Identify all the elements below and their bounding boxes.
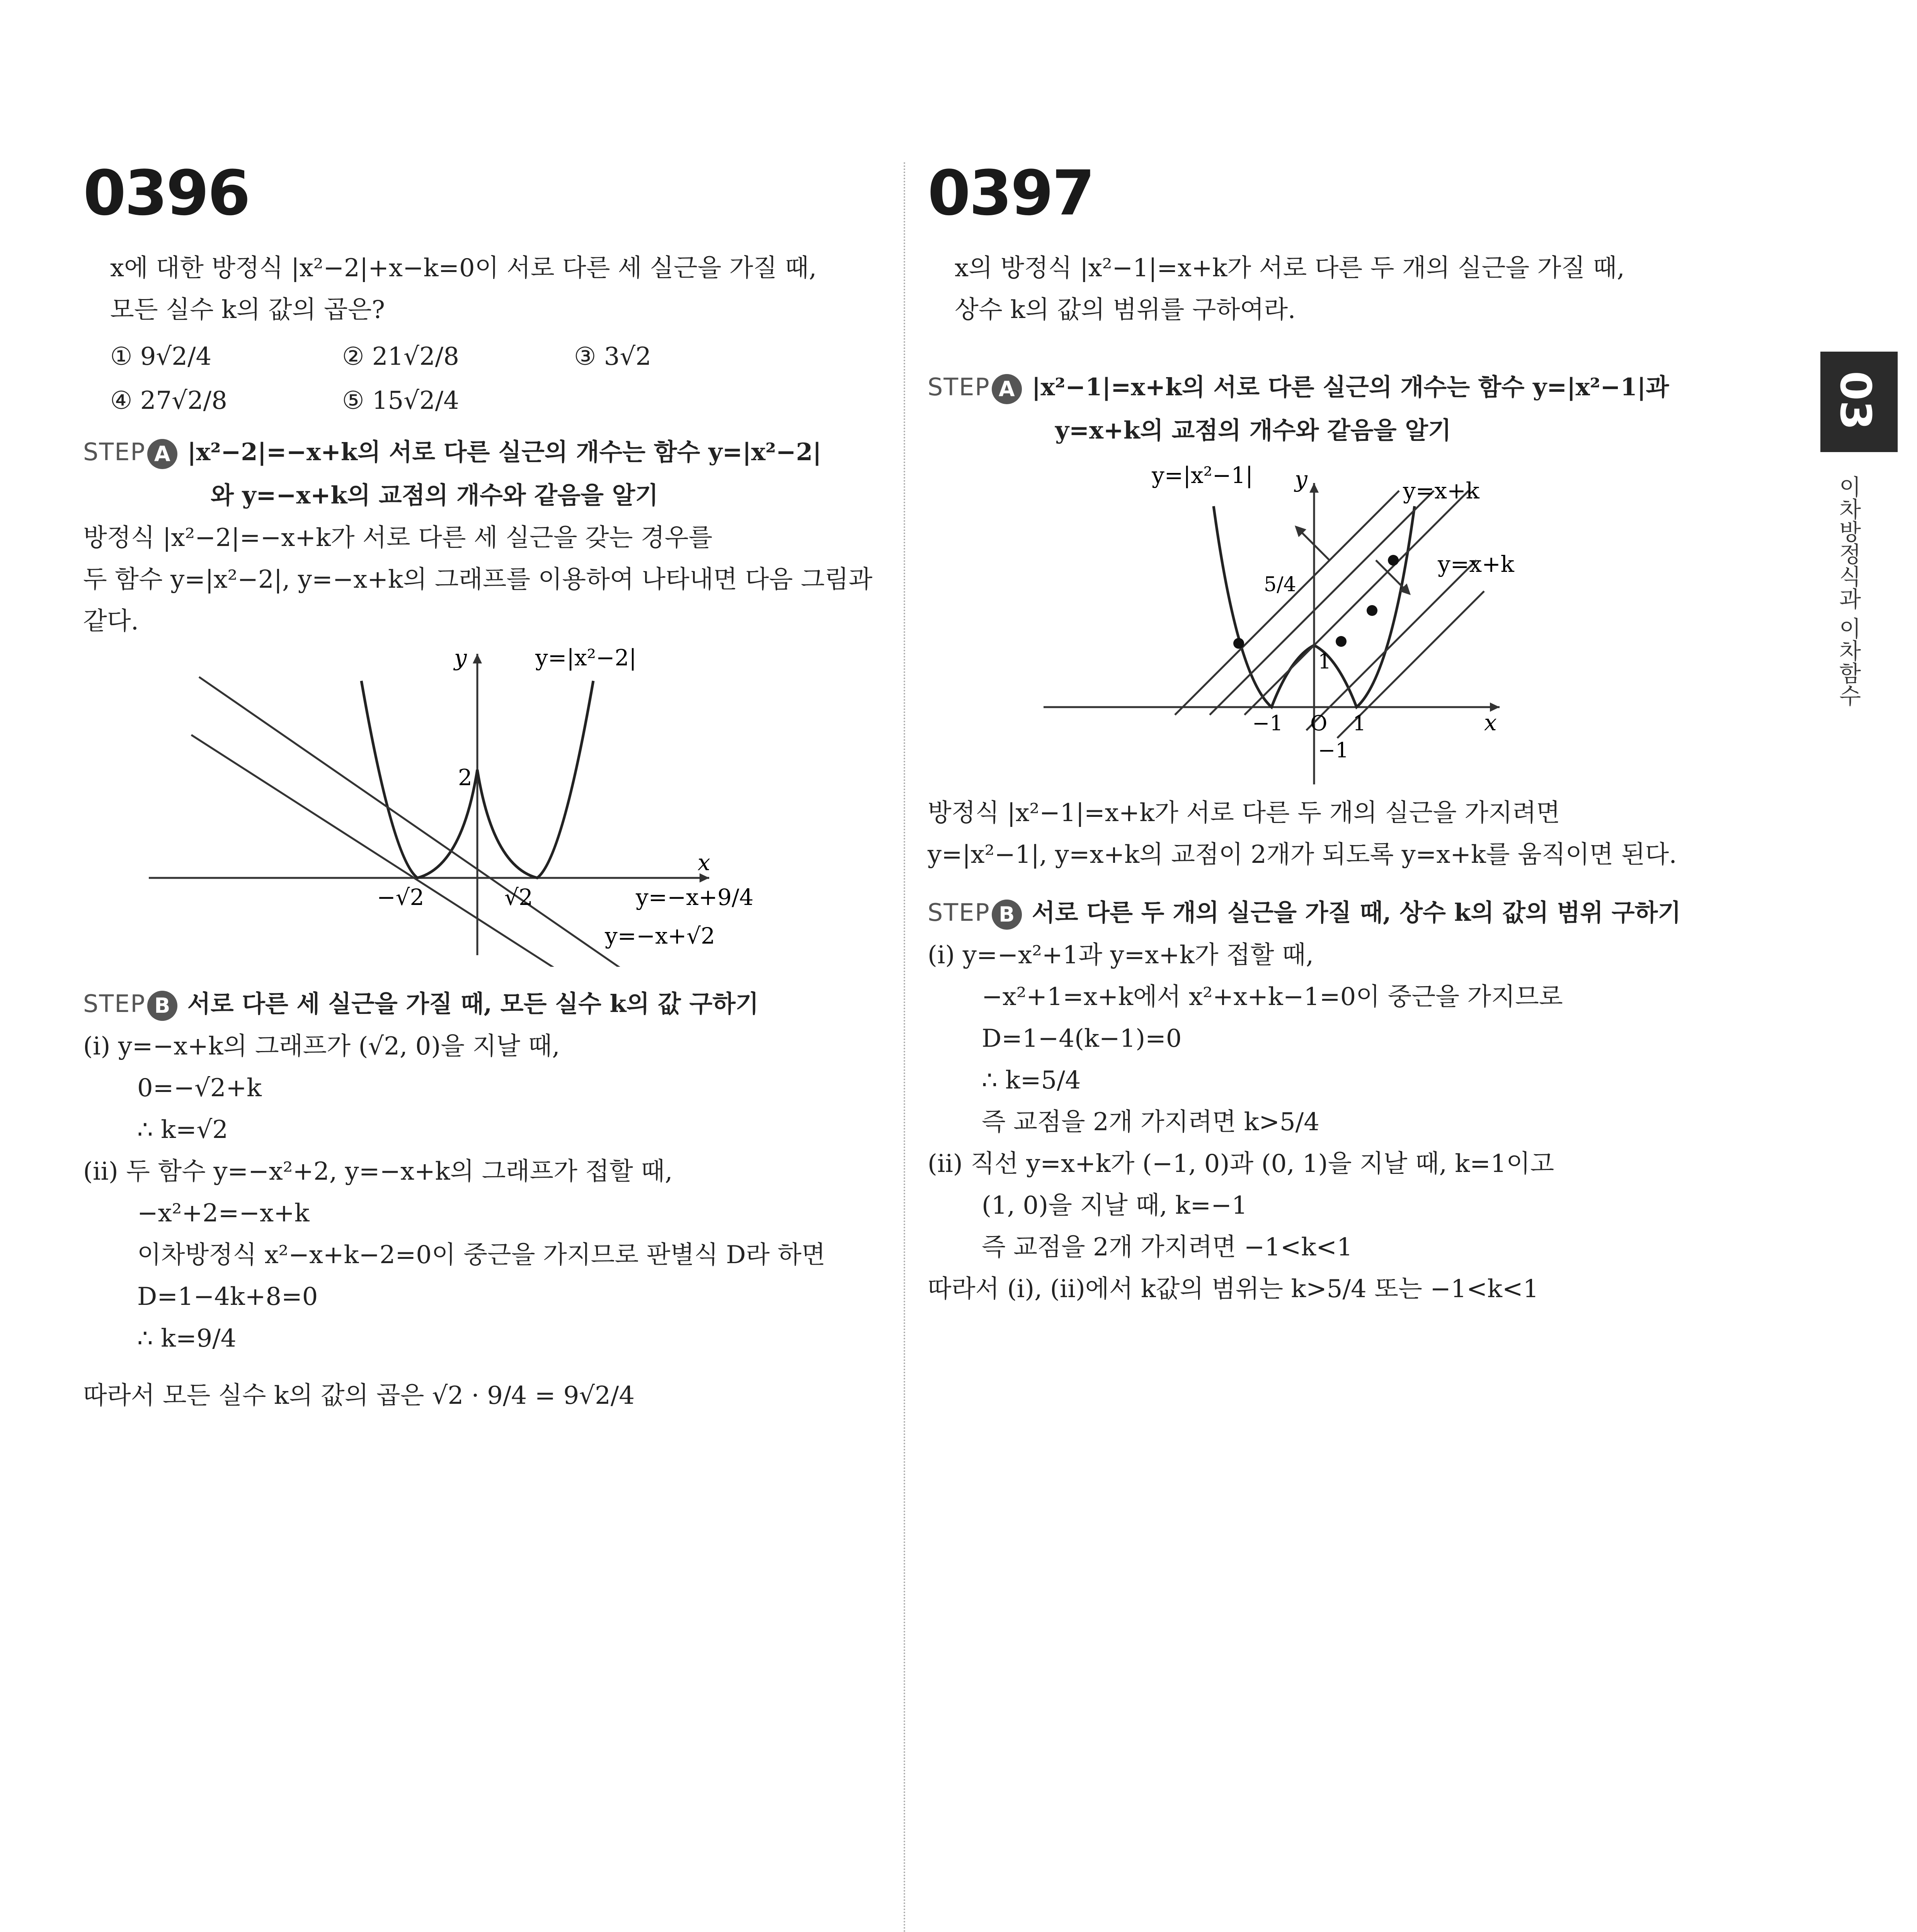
step-a-heading-cont: 와 y=−x+k의 교점의 개수와 같음을 알기 xyxy=(211,481,659,509)
conclusion: 따라서 (ⅰ), (ⅱ)에서 k값의 범위는 k>5/4 또는 −1<k<1 xyxy=(928,1275,1539,1303)
step-title: |x²−2|=−x+k의 서로 다른 실근의 개수는 함수 y=|x²−2| xyxy=(187,438,822,466)
solution-line: ∴ k=√2 xyxy=(137,1116,228,1144)
step-badge: A xyxy=(147,439,177,469)
problem-number: 0397 xyxy=(928,157,1094,229)
solution-line: ∴ k=9/4 xyxy=(137,1324,237,1353)
solution-line: 즉 교점을 2개 가지려면 −1<k<1 xyxy=(982,1233,1353,1262)
intersection-point xyxy=(1367,605,1377,616)
neg-one-y-label: −1 xyxy=(1318,738,1349,762)
explanation-line: 같다. xyxy=(83,607,139,636)
solution-line: 이차방정식 x²−x+k−2=0이 중근을 가지므로 판별식 D라 하면 xyxy=(137,1241,826,1269)
explanation-line: y=|x²−1|, y=x+k의 교점이 2개가 되도록 y=x+k를 움직이면 된다. xyxy=(928,840,1677,869)
origin-label: O xyxy=(1310,711,1328,735)
step-b-heading xyxy=(928,891,1701,934)
curve-label: y=|x²−1| xyxy=(1152,462,1253,488)
line1-label: y=−x+9/4 xyxy=(636,884,754,910)
solution-line: ∴ k=5/4 xyxy=(982,1066,1081,1095)
step-label: STEP xyxy=(83,990,146,1018)
choice-2[interactable]: ② 21√2/8 xyxy=(342,342,459,371)
solution-line: (ⅰ) y=−x²+1과 y=x+k가 접할 때, xyxy=(928,941,1314,969)
question-line-1: x의 방정식 |x²−1|=x+k가 서로 다른 두 개의 실근을 가질 때, xyxy=(955,254,1625,282)
explanation-line: 두 함수 y=|x²−2|, y=−x+k의 그래프를 이용하여 나타내면 다음 그림과 xyxy=(83,565,873,594)
line-k2 xyxy=(1210,491,1434,715)
choice-1[interactable]: ① 9√2/4 xyxy=(110,342,212,371)
step-label: STEP xyxy=(928,373,990,401)
y-label: y xyxy=(454,645,467,671)
solution-line: D=1−4(k−1)=0 xyxy=(982,1024,1182,1053)
line-mid-label: y=x+k xyxy=(1438,551,1514,577)
solution-line: (1, 0)을 지날 때, k=−1 xyxy=(982,1191,1248,1220)
solution-line: 0=−√2+k xyxy=(137,1074,262,1102)
neg-root-label: −√2 xyxy=(377,884,424,910)
curve-label: y=|x²−2| xyxy=(535,645,637,671)
step-title: 서로 다른 두 개의 실근을 가질 때, 상수 k의 값의 범위 구하기 xyxy=(1032,898,1681,927)
line2-label: y=−x+√2 xyxy=(605,923,715,949)
one-label: 1 xyxy=(1318,649,1331,673)
step-badge: A xyxy=(992,374,1022,404)
line-top-label: y=x+k xyxy=(1403,478,1479,504)
x-label: x xyxy=(698,849,710,876)
y-arrow-icon xyxy=(473,654,482,663)
pos-root-label: √2 xyxy=(504,884,533,910)
line-k1 xyxy=(1175,491,1399,715)
step-label: STEP xyxy=(83,438,146,466)
question-line-2: 모든 실수 k의 값의 곱은? xyxy=(110,296,385,324)
graph-0396 xyxy=(83,642,817,967)
line-k-9-4 xyxy=(199,677,624,967)
y-label: y xyxy=(1295,466,1308,492)
one-x-label: 1 xyxy=(1353,711,1366,735)
step-a-heading xyxy=(928,366,1701,409)
step-badge: B xyxy=(147,991,177,1021)
intersection-point xyxy=(1233,638,1244,649)
step-a-heading-cont: y=x+k의 교점의 개수와 같음을 알기 xyxy=(1055,416,1451,444)
solution-line: −x²+2=−x+k xyxy=(137,1199,310,1228)
step-badge: B xyxy=(992,900,1022,930)
step-a-heading xyxy=(83,430,856,474)
problem-0397 xyxy=(928,157,1701,1310)
problem-number: 0396 xyxy=(83,157,249,229)
solution-line: −x²+1=x+k에서 x²+x+k−1=0이 중근을 가지므로 xyxy=(982,983,1563,1011)
x-label: x xyxy=(1484,709,1497,736)
explanation-line: 방정식 |x²−2|=−x+k가 서로 다른 세 실근을 갖는 경우를 xyxy=(83,524,713,552)
choice-4[interactable]: ④ 27√2/8 xyxy=(110,386,227,415)
chapter-number: 03 xyxy=(1831,371,1880,430)
step-label: STEP xyxy=(928,898,990,927)
five-fourths-label: 5/4 xyxy=(1264,573,1296,596)
solution-line: D=1−4k+8=0 xyxy=(137,1282,318,1311)
question-line-2: 상수 k의 값의 범위를 구하여라. xyxy=(955,296,1296,324)
y-arrow-icon xyxy=(1309,483,1319,493)
column-divider xyxy=(904,162,905,1932)
intersection-point xyxy=(1388,555,1399,566)
solution-line: (ⅱ) 직선 y=x+k가 (−1, 0)과 (0, 1)을 지날 때, k=1이고 xyxy=(928,1150,1554,1178)
intersection-point xyxy=(1336,636,1347,647)
solution-line: (ⅱ) 두 함수 y=−x²+2, y=−x+k의 그래프가 접할 때, xyxy=(83,1157,673,1186)
step-title: |x²−1|=x+k의 서로 다른 실근의 개수는 함수 y=|x²−1|과 xyxy=(1032,373,1669,401)
explanation-line: 방정식 |x²−1|=x+k가 서로 다른 두 개의 실근을 가지려면 xyxy=(928,799,1560,827)
answer-choices xyxy=(83,342,856,415)
solution-line: 즉 교점을 2개 가지려면 k>5/4 xyxy=(982,1108,1319,1136)
graph-0397 xyxy=(928,452,1662,792)
question-line-1: x에 대한 방정식 |x²−2|+x−k=0이 서로 다른 세 실근을 가질 때, xyxy=(110,254,817,282)
step-b-heading xyxy=(83,982,856,1026)
problem-0396 xyxy=(83,157,873,1417)
choice-3[interactable]: ③ 3√2 xyxy=(574,342,651,371)
intercept-label: 2 xyxy=(458,764,472,791)
line-k4 xyxy=(1306,560,1476,730)
chapter-title: 이차방정식과 이차함수 xyxy=(1835,475,1861,707)
choice-5[interactable]: ⑤ 15√2/4 xyxy=(342,386,459,415)
neg-one-x-label: −1 xyxy=(1252,711,1283,735)
solution-line: (ⅰ) y=−x+k의 그래프가 (√2, 0)을 지날 때, xyxy=(83,1032,560,1061)
step-title: 서로 다른 세 실근을 가질 때, 모든 실수 k의 값 구하기 xyxy=(187,990,759,1018)
conclusion: 따라서 모든 실수 k의 값의 곱은 √2 · 9/4 = 9√2/4 xyxy=(83,1381,635,1410)
